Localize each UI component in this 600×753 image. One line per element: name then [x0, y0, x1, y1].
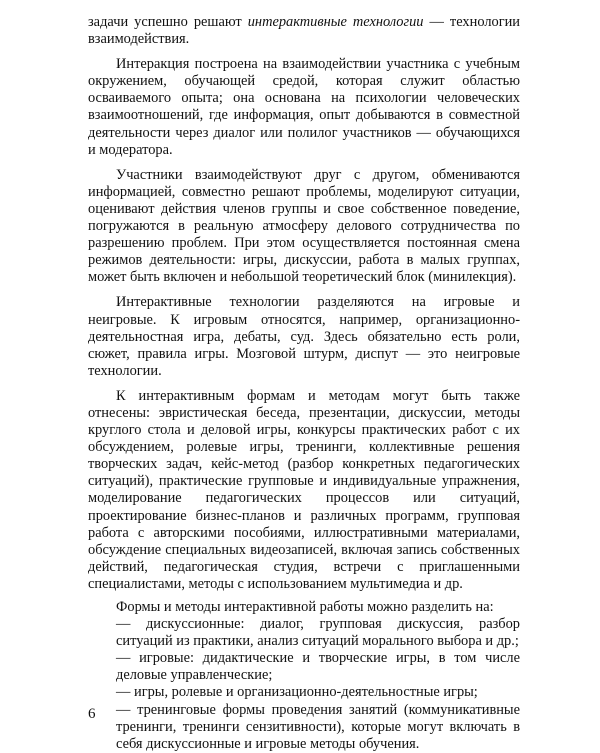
paragraph-continuation: [88, 14, 520, 48]
list-item: — тренинговые формы проведения занятий (коммуникативные тренинги, тренинги сензитивности), которые могут включать в себя дискуссионные и игровые методы обучения.: [116, 701, 520, 752]
paragraph-interaction: Интеракция построена на взаимодействии участника с учебным окружением, обучающей средой, которая служит областью осваиваемого опыта; она основана на психологии человеческих взаимоотношений, где информация, опыт добываются в совместной деятельности через диалог или полилог участников — обучающихся и модератора.: [88, 56, 520, 158]
paragraph-gap: [88, 286, 520, 294]
emphasized-term: интерактивные технологии: [247, 14, 424, 30]
page-number: 6: [88, 706, 96, 722]
list-intro: Формы и методы интерактивной работы можно разделить на:: [116, 599, 494, 615]
paragraph-text: — технологии взаимодействия.: [88, 14, 520, 48]
paragraph-forms-and-methods: К интерактивным формам и методам могут быть также отнесены: эвристическая беседа, презентации, дискуссии, методы круглого стола и деловой игры, конкурсы практических работ с их обсуждением, ролевые игры, тренинги, коллективные решения творческих задач, кейс-метод (разбор конкретных педагогических ситуаций), практические групповые и индивидуальные упражнения, моделирование педагогических процессов или ситуаций, проектирование бизнес-планов и различных программ, групповая работа с авторскими пособиями, иллюстративными материалами, обсуждение специальных видеозаписей, включая запись собственных действий, педагогическая студия, встречи с приглашенными специалистами, методы с использованием мультимедиа и др.: [88, 387, 520, 592]
list-item: — игровые: дидактические и творческие игры, в том числе деловые управленческие;: [116, 650, 520, 684]
paragraph-gap: [88, 48, 520, 56]
paragraph-text: задачи успешно решают: [88, 14, 248, 30]
paragraph-participants: Участники взаимодействуют друг с другом, обмениваются информацией, совместно решают проблемы, моделируют ситуации, оценивают действия членов группы и свое собственное поведение, погружаются в реальную атмосферу делового сотрудничества по разрешению проблем. При этом осуществляется постоянная смена режимов деятельности: игры, дискуссии, работа в малых группах, может быть включен и небольшой теоретический блок (минилекция).: [88, 166, 520, 286]
list-item: — дискуссионные: диалог, групповая дискуссия, разбор ситуаций из практики, анализ ситуаций морального выбора и др.;: [116, 616, 520, 650]
list-item: — игры, ролевые и организационно-деятельностные игры;: [116, 684, 478, 701]
page-body: [88, 14, 520, 753]
paragraph-gap: [88, 380, 520, 388]
paragraph-technology-types: Интерактивные технологии разделяются на игровые и неигровые. К игровым относятся, например, организационно-деятельностная игра, дебаты, суд. Здесь обязательно есть роли, сюжет, правила игры. Мозговой штурм, диспут — это неигровые технологии.: [88, 294, 520, 379]
paragraph-gap: [88, 159, 520, 167]
